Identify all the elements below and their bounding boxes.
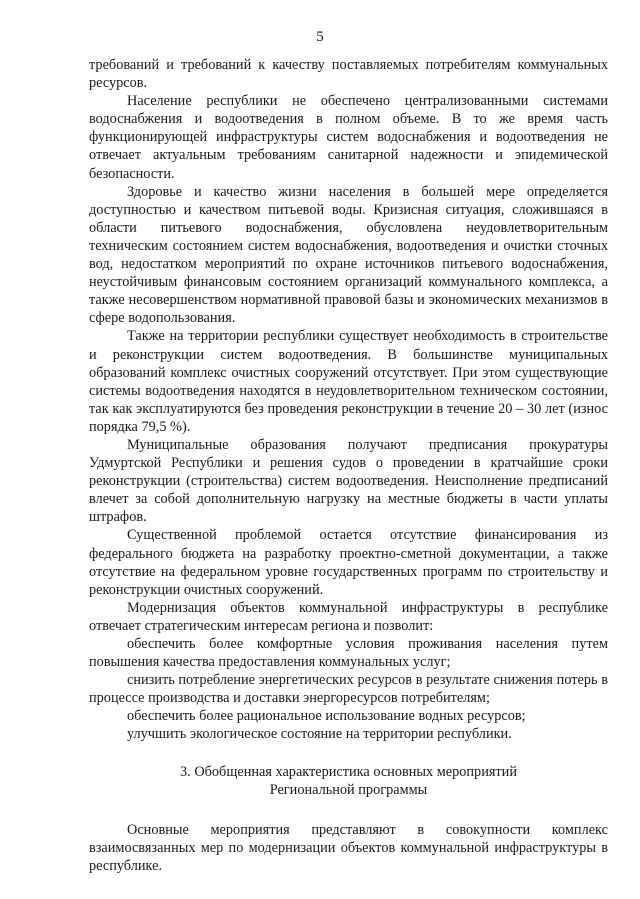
paragraph-population-supply: Население республики не обеспечено централизованными системами водоснабжения и водоотведения в полном объеме. В то же время часть функционирующей инфраструктуры систем водоснабжения и водоотведения не отвечает актуальным требованиям санитарной надежности и эпидемической безопасности. [89,93,608,182]
section-heading-line-1: 3. Обобщенная характеристика основных мероприятий [180,763,517,780]
page-number: 5 [316,29,324,45]
paragraph-health-water: Здоровье и качество жизни населения в большей мере определяется доступностью и качеством питьевой воды. Кризисная ситуация, сложившаяся в области питьевого водоснабжения, обусловлена неудовлетворительным техническим состоянием систем водоснабжения, водоотведения и очистки сточных вод, недостатком мероприятий по охране источников питьевого водоснабжения, неустойчивым финансовым состоянием организаций коммунального комплекса, а также несовершенством нормативной правовой базы и экономических механизмов в сфере водопользования. [89,183,608,327]
paragraph-prosecutor-orders: Муниципальные образования получают предписания прокуратуры Удмуртской Республики и решения судов о проведении в кратчайшие сроки реконструкции (строительства) систем водоотведения. Неисполнение предписаний влечет за собой дополнительную нагрузку на местные бюджеты в части уплаты штрафов. [89,436,608,526]
list-item-energy: снизить потребление энергетических ресурсов в результате снижения потерь в процессе производства и доставки энергоресурсов потребителям; [89,672,608,707]
paragraph-funding-problem: Существенной проблемой остается отсутствие финансирования из федерального бюджета на разработку проектно-сметной документации, а также отсутствие на федеральном уровне государственных программ по строительству и реконструкции очистных сооружений. [89,527,608,598]
list-item-ecology: улучшить экологическое состояние на территории республики. [127,726,512,743]
section-heading [89,763,608,800]
paragraph-sewerage-need: Также на территории республики существует необходимость в строительстве и реконструкции систем водоотведения. В большинстве муниципальных образований комплекс очистных сооружений отсутствует. При этом существующие системы водоотведения находятся в неудовлетворительном техническом состоянии, так как эксплуатируются без проведения реконструкции в течение 20 – 30 лет (износ порядка 79,5 %). [89,328,608,435]
section-heading-line-2: Региональной программы [269,782,428,799]
body-text [89,56,608,875]
paragraph-modernization: Модернизация объектов коммунальной инфраструктуры в республике отвечает стратегическим интересам региона и позволит: [89,599,608,634]
paragraph-main-measures: Основные мероприятия представляют в совокупности комплекс взаимосвязанных мер по модернизации объектов коммунальной инфраструктуры в республике. [89,821,608,874]
list-item-water-use: обеспечить более рациональное использование водных ресурсов; [127,708,526,725]
paragraph-continuation: требований и требований к качеству поставляемых потребителям коммунальных ресурсов. [89,57,608,92]
list-item-comfort: обеспечить более комфортные условия проживания населения путем повышения качества предоставления коммунальных услуг; [89,636,608,671]
